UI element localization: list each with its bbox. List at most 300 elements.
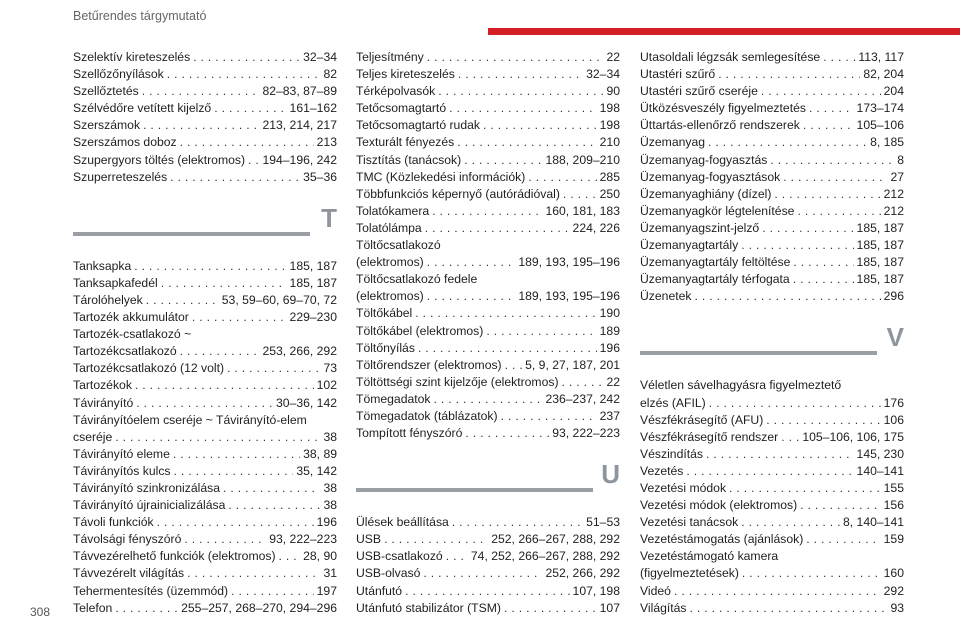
index-entry-term: Tompított fényszóró xyxy=(356,426,463,441)
index-entry-term: Üttartás-ellenőrző rendszerek xyxy=(640,118,800,133)
index-entry xyxy=(640,531,904,548)
section-divider xyxy=(356,488,593,492)
dot-leader xyxy=(797,203,880,220)
index-entry-term: (figyelmeztetések) xyxy=(640,566,739,581)
dot-leader xyxy=(187,565,320,582)
entry-group xyxy=(356,288,620,442)
dot-leader xyxy=(146,292,219,309)
index-entry xyxy=(73,429,337,446)
index-entry-pages: 27 xyxy=(890,169,904,184)
index-entry-term: Ütközésveszély figyelmeztetés xyxy=(640,101,806,116)
dot-leader xyxy=(741,514,840,531)
index-entry-pages: 196 xyxy=(599,340,620,355)
index-entry-pages: 32–34 xyxy=(586,67,620,82)
dot-leader xyxy=(157,514,314,531)
dot-leader xyxy=(793,254,853,271)
index-entry xyxy=(73,117,337,134)
index-entry xyxy=(640,497,904,514)
index-entry-pages: 213, 214, 217 xyxy=(262,118,337,133)
dot-leader xyxy=(458,66,583,83)
index-entry-pages: 145, 230 xyxy=(856,446,904,461)
index-entry-pages: 107 xyxy=(599,600,620,615)
index-entry-term: Utasoldali légzsák semlegesítése xyxy=(640,50,821,64)
index-entry xyxy=(640,480,904,497)
dot-leader xyxy=(761,83,881,100)
dot-leader xyxy=(708,134,867,151)
index-entry-pages: 74, 252, 266–267, 288, 292 xyxy=(470,549,620,564)
dot-leader xyxy=(432,203,542,220)
index-entry-term: TMC (Közlekedési információk) xyxy=(356,169,526,184)
index-entry-pages: 159 xyxy=(883,532,904,547)
index-entry xyxy=(356,152,620,169)
dot-leader xyxy=(227,360,320,377)
index-entry-term: Üzemanyagszint-jelző xyxy=(640,220,760,235)
index-entry-pages: 236–237, 242 xyxy=(545,391,620,406)
index-entry-term: Tetőcsomagtartó rudak xyxy=(356,118,480,133)
index-entry-term: Utastéri szűrő cseréje xyxy=(640,84,758,99)
index-entry-pages: 113, 117 xyxy=(858,50,904,64)
index-entry-term: Tehermentesítés (üzemmód) xyxy=(73,583,229,598)
index-entry-pages: 185, 187 xyxy=(856,272,904,287)
dot-leader xyxy=(423,565,542,582)
dot-leader xyxy=(809,100,854,117)
dot-leader xyxy=(438,83,603,100)
index-entry xyxy=(640,429,904,446)
dot-leader xyxy=(427,288,516,305)
dot-leader xyxy=(774,186,880,203)
index-entry-term: Telefon xyxy=(73,600,113,615)
index-entry xyxy=(356,169,620,186)
index-entry-pages: 140–141 xyxy=(856,463,904,478)
index-entry xyxy=(356,254,620,271)
index-entry-pages: 255–257, 268–270, 294–296 xyxy=(181,600,337,615)
dot-leader xyxy=(142,83,260,100)
index-entry xyxy=(356,288,620,305)
index-entry-term: Szellőztetés xyxy=(73,84,139,99)
index-entry-term: Tartozékcsatlakozó (12 volt) xyxy=(73,361,225,376)
index-entry-pages: 285 xyxy=(599,169,620,184)
index-entry-term: Világítás xyxy=(640,600,687,615)
index-entry xyxy=(640,446,904,463)
section-divider xyxy=(640,351,877,355)
index-entry-pages: 73 xyxy=(323,361,337,376)
dot-leader xyxy=(486,323,596,340)
index-entry-term: Töltőrendszer (elektromos) xyxy=(356,357,502,372)
index-entry xyxy=(73,395,337,412)
index-entry xyxy=(73,497,337,514)
index-entry xyxy=(73,377,337,394)
index-entry-term: Térképolvasók xyxy=(356,84,436,99)
header-accent-bar xyxy=(488,28,960,35)
index-entry xyxy=(356,49,620,66)
index-entry xyxy=(356,305,620,322)
index-entry xyxy=(640,254,904,271)
index-entry-term: Vezetéstámogatás (ajánlások) xyxy=(640,532,804,547)
dot-leader xyxy=(483,117,597,134)
index-entry xyxy=(640,271,904,288)
index-entry xyxy=(356,374,620,391)
index-entry-pages: 22 xyxy=(606,374,620,389)
index-entry-pages: 22 xyxy=(606,50,620,64)
dot-leader xyxy=(425,220,570,237)
index-entry-term: cseréje xyxy=(73,429,113,444)
index-entry xyxy=(73,100,337,117)
index-entry-term: Távoli funkciók xyxy=(73,515,154,530)
index-entry xyxy=(73,258,337,275)
index-entry-term: Teljesítmény xyxy=(356,50,424,64)
index-entry xyxy=(640,203,904,220)
dot-leader xyxy=(706,446,854,463)
dot-leader xyxy=(803,117,854,134)
index-entry-pages: 31 xyxy=(323,566,337,581)
index-entry xyxy=(640,66,904,83)
index-entry xyxy=(640,186,904,203)
index-entry-pages: 190 xyxy=(599,306,620,321)
index-entry-text: Töltőcsatlakozó xyxy=(356,238,441,253)
index-entry-term: Üzemanyagtartály feltöltése xyxy=(640,255,791,270)
index-entry-pages: 28, 90 xyxy=(303,549,337,564)
index-entry xyxy=(73,343,337,360)
index-entry-term: USB-csatlakozó xyxy=(356,549,443,564)
dot-leader xyxy=(434,391,543,408)
dot-leader xyxy=(415,305,596,322)
index-entry xyxy=(73,309,337,326)
index-entry-text: Távirányítóelem cseréje ~ Távirányító-elem xyxy=(73,412,307,427)
index-entry-term: Szelektív kireteszelés xyxy=(73,50,191,64)
index-entry xyxy=(640,152,904,169)
index-entry xyxy=(356,391,620,408)
entry-group xyxy=(640,565,904,616)
dot-leader xyxy=(505,357,523,374)
index-entry xyxy=(640,134,904,151)
dot-leader xyxy=(806,531,880,548)
index-entry xyxy=(640,100,904,117)
dot-leader xyxy=(184,531,266,548)
index-entry xyxy=(356,100,620,117)
index-entry xyxy=(356,565,620,582)
index-entry xyxy=(640,83,904,100)
index-entry-term: Tetőcsomagtartó xyxy=(356,101,447,116)
dot-leader xyxy=(143,117,259,134)
index-entry xyxy=(73,134,337,151)
index-entry-term: Tartozékcsatlakozó xyxy=(73,344,177,359)
dot-leader xyxy=(214,100,286,117)
index-entry-pages: 161–162 xyxy=(289,101,337,116)
index-entry-text: Töltőcsatlakozó fedele xyxy=(356,272,478,287)
index-entry-pages: 198 xyxy=(599,101,620,116)
index-entry xyxy=(73,600,337,617)
index-entry-pages: 32–34 xyxy=(303,50,337,64)
index-entry xyxy=(73,292,337,309)
index-entry xyxy=(73,66,337,83)
index-entry xyxy=(73,480,337,497)
index-entry-pages: 212 xyxy=(883,203,904,218)
index-entry-pages: 5, 9, 27, 187, 201 xyxy=(525,357,620,372)
index-entry-term: Tartozékok xyxy=(73,378,132,393)
index-entry-text: Véletlen sávelhagyásra figyelmeztető xyxy=(640,378,842,393)
dot-leader xyxy=(248,152,259,169)
index-entry-pages: 204 xyxy=(883,84,904,99)
index-entry-pages: 196 xyxy=(316,515,337,530)
index-entry xyxy=(640,412,904,429)
entry-group xyxy=(356,254,620,271)
index-entry-term: Videó xyxy=(640,583,671,598)
index-entry-term: Szerszámos doboz xyxy=(73,135,177,150)
dot-leader xyxy=(193,49,300,66)
index-entry-pages: 185, 187 xyxy=(856,255,904,270)
entry-group xyxy=(73,429,337,617)
index-entry-term: Szuperreteszelés xyxy=(73,169,168,184)
dot-leader xyxy=(741,237,853,254)
index-entry-term: Távirányító újrainicializálása xyxy=(73,498,226,513)
index-entry xyxy=(73,152,337,169)
index-entry xyxy=(640,117,904,134)
dot-leader xyxy=(465,425,549,442)
dot-leader xyxy=(464,152,542,169)
index-entry-pages: 252, 266, 292 xyxy=(545,566,620,581)
index-entry-term: Vészfékrásegítő (AFU) xyxy=(640,412,764,427)
dot-leader xyxy=(452,514,583,531)
index-entry xyxy=(73,360,337,377)
index-entry-term: Utánfutó stabilizátor (TSM) xyxy=(356,600,501,615)
index-entry-term: Utastéri szűrő xyxy=(640,67,716,82)
index-entry-term: Szélvédőre vetített kijelző xyxy=(73,101,212,116)
index-entry-term: Tárolóhelyek xyxy=(73,292,143,307)
index-entry-term: Távirányító szinkronizálása xyxy=(73,480,220,495)
index-entry-pages: 93, 222–223 xyxy=(552,426,620,441)
entry-group xyxy=(73,258,337,326)
index-entry-pages: 253, 266, 292 xyxy=(262,344,337,359)
index-entry-pages: 35–36 xyxy=(303,169,337,184)
index-entry-pages: 155 xyxy=(883,480,904,495)
index-entry-term: Tisztítás (tanácsok) xyxy=(356,152,462,167)
index-entry-pages: 189, 193, 195–196 xyxy=(518,255,620,270)
index-entry xyxy=(73,49,337,66)
index-entry-term: Vezetés xyxy=(640,463,684,478)
dot-leader xyxy=(180,343,260,360)
index-entry-term: Távirányító eleme xyxy=(73,446,170,461)
index-entry-term: Távvezérelt világítás xyxy=(73,566,185,581)
index-entry-term: Tanksapka xyxy=(73,258,132,273)
index-entry-pages: 197 xyxy=(316,583,337,598)
index-entry-term: Töltőkábel (elektromos) xyxy=(356,323,484,338)
index-entry-pages: 198 xyxy=(599,118,620,133)
index-entry xyxy=(356,408,620,425)
index-entry xyxy=(356,66,620,83)
index-entry-term: USB-olvasó xyxy=(356,566,421,581)
entry-group xyxy=(640,395,904,549)
index-entry-pages: 194–196, 242 xyxy=(262,152,337,167)
index-entry xyxy=(73,548,337,565)
dot-leader xyxy=(563,186,597,203)
index-entry-pages: 82 xyxy=(323,67,337,82)
index-entry-term: Üzemanyagtartály térfogata xyxy=(640,272,790,287)
index-entry-pages: 53, 59–60, 69–70, 72 xyxy=(221,292,337,307)
index-entry-text: Vezetéstámogató kamera xyxy=(640,549,779,564)
index-entry-pages: 82–83, 87–89 xyxy=(262,84,337,99)
index-entry-term: Tolatókamera xyxy=(356,203,430,218)
letter-section-u xyxy=(356,459,620,508)
index-entry xyxy=(73,83,337,100)
letter-section-t xyxy=(73,202,337,252)
index-entry-term: Texturált fényezés xyxy=(356,135,455,150)
dot-leader xyxy=(446,548,468,565)
dot-leader xyxy=(695,288,881,305)
index-entry-term: Üzemanyagtartály xyxy=(640,238,739,253)
index-entry-term: Szellőzőnyílások xyxy=(73,67,164,82)
index-entry-term: Utánfutó xyxy=(356,583,403,598)
dot-leader xyxy=(136,395,273,412)
section-letter: V xyxy=(886,322,904,353)
index-entry-pages: 51–53 xyxy=(586,515,620,530)
index-entry-term: Üzemanyag xyxy=(640,135,706,150)
index-entry xyxy=(640,395,904,412)
index-entry xyxy=(73,463,337,480)
dot-leader xyxy=(690,600,888,617)
index-entry xyxy=(356,220,620,237)
dot-leader xyxy=(770,152,894,169)
dot-leader xyxy=(173,446,300,463)
index-entry-pages: 93, 222–223 xyxy=(269,532,337,547)
letter-section-v xyxy=(640,322,904,371)
dot-leader xyxy=(231,583,314,600)
dot-leader xyxy=(823,49,855,66)
index-entry-term: Távvezérelhető funkciók (elektromos) xyxy=(73,549,276,564)
index-entry xyxy=(73,514,337,531)
index-entry xyxy=(73,583,337,600)
index-entry xyxy=(356,548,620,565)
index-entry-pages: 38 xyxy=(323,498,337,513)
dot-leader xyxy=(384,531,488,548)
index-entry-term: Távirányító xyxy=(73,395,134,410)
dot-leader xyxy=(729,480,881,497)
index-entry-pages: 229–230 xyxy=(289,310,337,325)
dot-leader xyxy=(180,134,314,151)
index-entry xyxy=(356,583,620,600)
index-entry-pages: 105–106 xyxy=(856,118,904,133)
index-entry-pages: 252, 266–267, 288, 292 xyxy=(491,532,620,547)
index-entry xyxy=(640,565,904,582)
index-entry-pages: 185, 187 xyxy=(289,258,337,273)
index-entry xyxy=(640,49,904,66)
dot-leader xyxy=(167,66,321,83)
section-letter: U xyxy=(601,459,620,490)
index-entry-term: Vezetési tanácsok xyxy=(640,515,739,530)
index-entry-pages: 102 xyxy=(316,378,337,393)
index-entry-pages: 296 xyxy=(883,289,904,304)
dot-leader xyxy=(781,429,799,446)
index-entry-pages: 250 xyxy=(599,186,620,201)
index-entry-pages: 160 xyxy=(883,566,904,581)
index-entry-term: Üzemanyaghiány (dízel) xyxy=(640,186,772,201)
index-entry-pages: 188, 209–210 xyxy=(545,152,620,167)
index-entry xyxy=(356,134,620,151)
index-entry-term: Többfunkciós képernyő (autórádióval) xyxy=(356,186,560,201)
index-entry xyxy=(356,425,620,442)
index-entry xyxy=(356,600,620,617)
index-entry xyxy=(73,565,337,582)
entry-group xyxy=(356,49,620,237)
index-entry-term: Töltöttségi szint kijelzője (elektromos) xyxy=(356,374,559,389)
dot-leader xyxy=(134,258,286,275)
index-column-3 xyxy=(640,49,904,617)
index-entry-pages: 107, 198 xyxy=(572,583,620,598)
index-entry-term: Vezetési módok xyxy=(640,480,727,495)
index-entry-pages: 38 xyxy=(323,480,337,495)
dot-leader xyxy=(742,565,881,582)
index-entry-pages: 185, 187 xyxy=(856,220,904,235)
index-entry-term: Üzemanyagkör légtelenítése xyxy=(640,203,795,218)
index-entry xyxy=(640,600,904,617)
index-entry-term: Ülések beállítása xyxy=(356,515,449,530)
dot-leader xyxy=(686,463,853,480)
index-entry xyxy=(640,237,904,254)
index-entry-term: Távolsági fényszóró xyxy=(73,532,182,547)
section-divider xyxy=(73,232,310,236)
index-entry-term: Tanksapkafedél xyxy=(73,275,158,290)
index-entry-text: Tartozék-csatlakozó ~ xyxy=(73,327,192,342)
index-entry-pages: 224, 226 xyxy=(572,220,620,235)
index-entry xyxy=(73,531,337,548)
dot-leader xyxy=(427,49,604,66)
index-entry-pages: 176 xyxy=(883,395,904,410)
index-entry-pages: 38, 89 xyxy=(303,446,337,461)
entry-group xyxy=(73,343,337,411)
dot-leader xyxy=(674,583,881,600)
index-entry-term: Tömegadatok xyxy=(356,391,431,406)
index-entry xyxy=(73,169,337,186)
index-entry-term: Vészfékrásegítő rendszer xyxy=(640,429,779,444)
index-entry-term: (elektromos) xyxy=(356,289,424,304)
dot-leader xyxy=(793,271,854,288)
dot-leader xyxy=(192,309,287,326)
index-entry-term: elzés (AFIL) xyxy=(640,395,706,410)
index-entry-term: Szerszámok xyxy=(73,118,141,133)
index-entry xyxy=(640,583,904,600)
index-entry-term: Vészindítás xyxy=(640,446,704,461)
index-entry-pages: 30–36, 142 xyxy=(276,395,337,410)
dot-leader xyxy=(223,480,320,497)
page-header-title: Betűrendes tárgymutató xyxy=(73,9,207,23)
index-entry-pages: 189 xyxy=(599,323,620,338)
dot-leader xyxy=(279,548,301,565)
index-column-2 xyxy=(356,49,620,617)
index-entry-pages: 105–106, 106, 175 xyxy=(802,429,904,444)
index-entry-term: Távirányítós kulcs xyxy=(73,463,171,478)
index-entry-pages: 185, 187 xyxy=(856,238,904,253)
index-entry-pages: 35, 142 xyxy=(296,463,337,478)
index-entry-term: Üzenetek xyxy=(640,289,692,304)
index-entry-pages: 185, 187 xyxy=(289,275,337,290)
index-entry xyxy=(356,514,620,531)
dot-leader xyxy=(800,497,881,514)
index-entry-term: Szupergyors töltés (elektromos) xyxy=(73,152,246,167)
index-entry-pages: 213 xyxy=(316,135,337,150)
index-entry xyxy=(640,288,904,305)
dot-leader xyxy=(115,429,320,446)
index-entry-term: Vezetési módok (elektromos) xyxy=(640,498,798,513)
index-entry-pages: 8, 140–141 xyxy=(843,515,904,530)
dot-leader xyxy=(762,220,853,237)
index-entry-term: Teljes kireteszelés xyxy=(356,67,455,82)
index-entry xyxy=(640,169,904,186)
dot-leader xyxy=(528,169,596,186)
dot-leader xyxy=(501,408,597,425)
dot-leader xyxy=(709,395,881,412)
index-entry-pages: 237 xyxy=(599,408,620,423)
dot-leader xyxy=(161,275,287,292)
index-entry-pages: 189, 193, 195–196 xyxy=(518,289,620,304)
